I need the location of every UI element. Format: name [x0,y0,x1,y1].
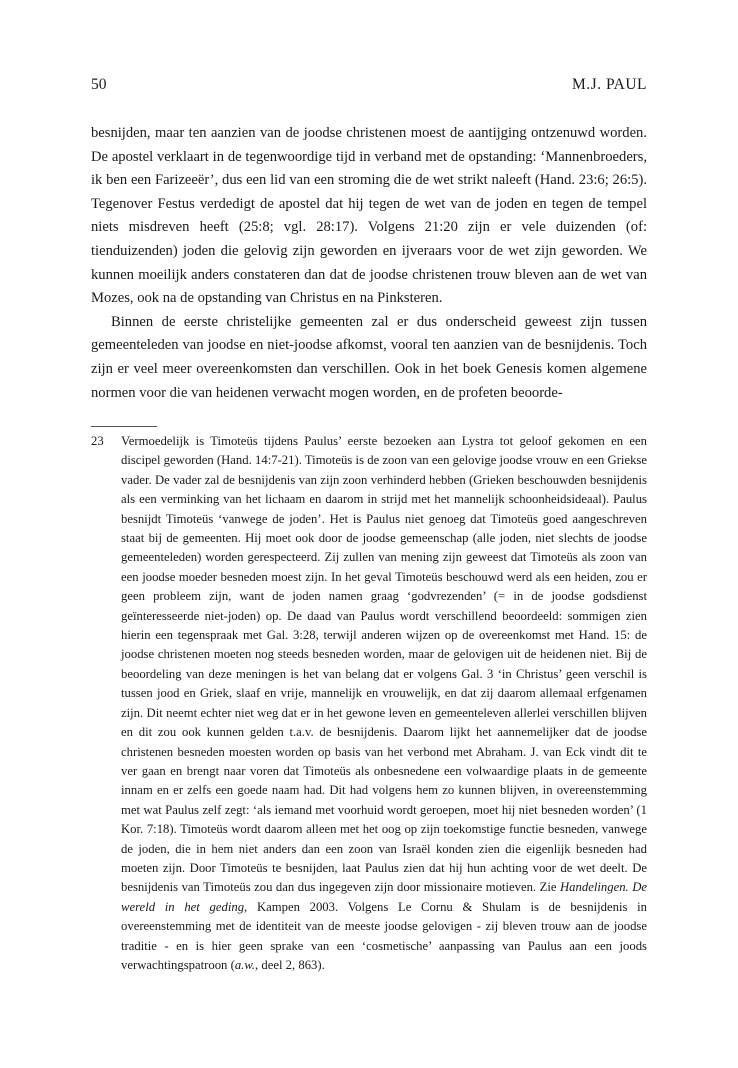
footnote-text-part: Vermoedelijk is Timoteüs tijdens Paulus’ eerste bezoeken aan Lystra tot geloof gekomen en een discipel geworden (Hand. 14:7-21). Timoteüs is de zoon van een gelovige joodse vrouw en een Griekse vader. De vader zal de besnijdenis van zijn zoon verhinderd hebben (Grieken beschouwden besnijdenis als een verminking van het lichaam en daarom in strijd met het mannelijk schoonheidsideaal). Paulus besnijdt Timoteüs ‘vanwege de joden’. Het is Paulus niet genoeg dat Timoteüs goed aangeschreven staat bij de gemeenten. Hij moet ook door de joodse gemeenschap (alle joden, niet slechts de joodse gemeenteleden) worden gerespecteerd. Zij zullen van mening zijn geweest dat Timoteüs als zoon van een joodse moeder besneden moest zijn. In het geval Timoteüs beschouwd werd als een heiden, zou er geen probleem zijn, want de joden namen graag ‘godvrezenden’ (= in de joodse godsdienst geïnteresseerde niet-joden) op. De daad van Paulus wordt verschillend beoordeeld: sommigen zien hierin een tegenspraak met Gal. 3:28, terwijl anderen wijzen op de overeenkomst met Hand. 15: de joodse christenen moeten nog steeds besneden worden, maar de gelovigen uit de heidenen niet. Bij de beoordeling van deze meningen is het van belang dat er volgens Gal. 3 ‘in Christus’ geen verschil is tussen jood en Griek, slaaf en vrije, mannelijk en vrouwelijk, en dat zij daarom allemaal erfgenamen zijn. Dit neemt echter niet weg dat er in het gewone leven en gemeenteleven allerlei verschillen blijven en dit zou ook kunnen gelden t.a.v. de besnijdenis. Daarom lijkt het aannemelijker dat de joodse christenen besneden moesten worden op basis van het verbond met Abraham. J. van Eck vindt dit te ver gaan en brengt naar voren dat Timoteüs als onbesnedene een volwaardige plaats in de gemeente innam en er zelfs een goede naam had. Dit had volgens hem zo kunnen blijven, in overeenstemming met wat Paulus zelf zegt: ‘als iemand met voorhuid wordt geroepen, moet hij niet besneden worden’ (1 Kor. 7:18). Timoteüs wordt daarom alleen met het oog op zijn toekomstige functie besneden, vanwege de joden, die in hem niet anders dan een zoon van Israël konden zien die eigenlijk besneden had moeten zijn. Door Timoteüs te besnijden, laat Paulus zien dat hij hun achting voor de wet deelt. De besnijdenis van Timoteüs zou dan dus ingegeven zijn door missionaire motieven. Zie [121,434,647,895]
body-paragraph: besnijden, maar ten aanzien van de joodse christenen moest de aantijging ontzenuwd worden. De apostel verklaart in de tegenwoordige tijd in verband met de opstanding: ‘Mannenbroeders, ik ben een Farizeeër’, dus een lid van een stroming die de wet strikt naleeft (Hand. 23:6; 26:5). Tegenover Festus verdedigt de apostel dat hij tegen de wet van de joden en tegen de tempel niets misdreven heeft (25:8; vgl. 28:17). Volgens 21:20 zijn er vele duizenden (of: tienduizenden) joden die gelovig zijn geworden en ijveraars voor de wet zijn geworden. We kunnen moeilijk anders constateren dan dat de joodse christenen trouw bleven aan de wet van Mozes, ook na de opstanding van Christus en na Pinksteren. [91,125,647,307]
footnote-book-title: Handelingen. De wereld in het geding, [121,880,648,914]
footnote-text [121,432,647,975]
footnote [91,432,647,975]
page-number: 50 [91,76,107,93]
main-text [91,122,647,405]
footnote-separator [91,426,157,427]
footnote-text-part: Kampen 2003. Volgens Le Cornu & Shulam is de besnijdenis in overeenstemming met de identiteit van de meeste joodse gelovigen - zij bleven trouw aan de joodse traditie - en is hier geen sprake van een ‘cosmetische’ aanpassing van Paulus aan een joods verwachtingspatroon ( [121,899,647,972]
footnote-number: 23 [91,434,104,448]
running-head-author: M.J. PAUL [572,76,647,93]
body-paragraph: Binnen de eerste christelijke gemeenten zal er dus onderscheid geweest zijn tussen gemeenteleden van joodse en niet-joodse afkomst, vooral ten aanzien van de besnijdenis. Toch zijn er veel meer overeenkomsten dan verschillen. Ook in het boek Genesis komen algemene normen voor die van heidenen verwacht mogen worden, en de profeten beoorde- [91,313,647,401]
running-header [91,76,647,94]
footnote-abbreviation: a.w. [234,957,256,972]
footnote-text-part: , deel 2, 863). [255,957,325,972]
